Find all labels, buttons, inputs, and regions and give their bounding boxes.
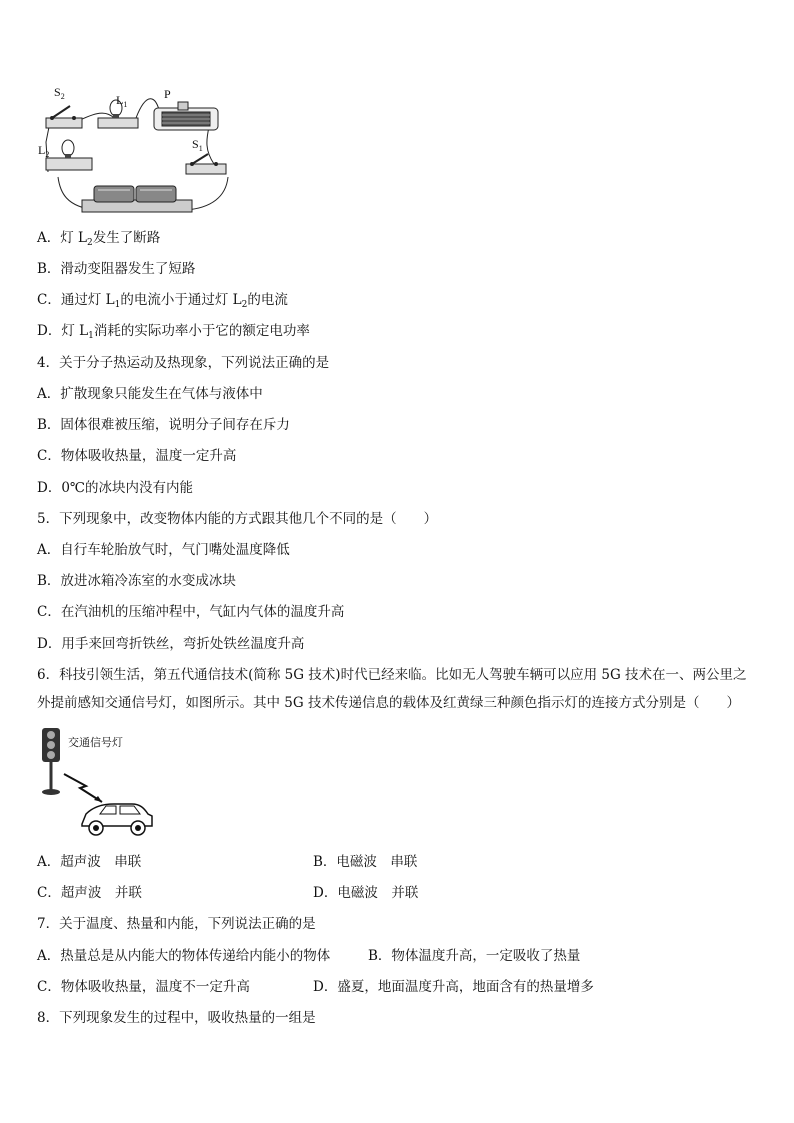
q5-option-c: C．在汽油机的压缩冲程中，气缸内气体的温度升高	[37, 604, 345, 620]
q3-option-c: C．通过灯 $L_1$的电流小于通过灯 $L_2$的电流	[37, 292, 288, 310]
label-p: P	[164, 87, 171, 101]
q5-option-d: D．用手来回弯折铁丝，弯折处铁丝温度升高	[37, 636, 305, 652]
traffic-light-figure	[36, 724, 196, 844]
q5-option-b: B．放进冰箱冷冻室的水变成冰块	[37, 573, 236, 589]
q4-option-d: D．0℃的冰块内没有内能	[37, 480, 194, 496]
q4-stem: 4．关于分子热运动及热现象，下列说法正确的是	[37, 355, 330, 371]
q7-option-d: D．盛夏，地面温度升高，地面含有的热量增多	[313, 979, 594, 995]
q7-option-a: A．热量总是从内能大的物体传递给内能小的物体	[37, 948, 331, 964]
q7-option-c: C．物体吸收热量，温度不一定升高	[37, 979, 250, 995]
q6-option-b: B．电磁波 串联	[313, 854, 418, 870]
q3-option-a: A．灯 $L_2$发生了断路	[37, 230, 161, 248]
q5-stem: 5．下列现象中，改变物体内能的方式跟其他几个不同的是（ ）	[37, 511, 438, 527]
lamp-l2	[46, 140, 92, 170]
traffic-light-label: 交通信号灯	[68, 737, 123, 749]
traffic-light-icon	[42, 728, 60, 795]
q6-stem: 6．科技引领生活，第五代通信技术(简称 5G 技术)时代已经来临。比如无人驾驶车辆可以应用 5G 技术在一、两公里之外提前感知交通信号灯，如图所示。其中 5G 技术传递信息的载体及红黄绿三种颜色指示灯的连接方式分别是（ ）	[37, 667, 747, 711]
q6-option-a: A．超声波 串联	[37, 854, 142, 870]
q8-stem: 8．下列现象发生的过程中，吸收热量的一组是	[37, 1010, 316, 1026]
q3-option-b: B．滑动变阻器发生了短路	[37, 261, 196, 277]
car-icon	[82, 804, 152, 835]
label-s1: $S_1$	[192, 137, 203, 153]
q6-option-d: D．电磁波 并联	[313, 885, 419, 901]
q7-option-b: B．物体温度升高，一定吸收了热量	[368, 948, 581, 964]
q4-option-a: A．扩散现象只能发生在气体与液体中	[37, 386, 263, 402]
label-s2: $S_2$	[54, 85, 65, 101]
label-l1: $L_1$	[116, 93, 128, 109]
q7-stem: 7．关于温度、热量和内能，下列说法正确的是	[37, 916, 316, 932]
label-l2: $L_2$	[38, 143, 50, 159]
q4-option-c: C．物体吸收热量，温度一定升高	[37, 448, 237, 464]
switch-s1	[186, 154, 226, 174]
q3-option-d: D．灯 $L_1$消耗的实际功率小于它的额定电功率	[37, 323, 310, 341]
switch-s2	[46, 106, 82, 128]
circuit-figure	[36, 82, 246, 218]
q4-option-b: B．固体很难被压缩，说明分子间存在斥力	[37, 417, 290, 433]
q6-option-c: C．超声波 并联	[37, 885, 142, 901]
rheostat-p	[154, 102, 218, 130]
q5-option-a: A．自行车轮胎放气时，气门嘴处温度降低	[37, 542, 290, 558]
battery-pack	[82, 186, 192, 212]
